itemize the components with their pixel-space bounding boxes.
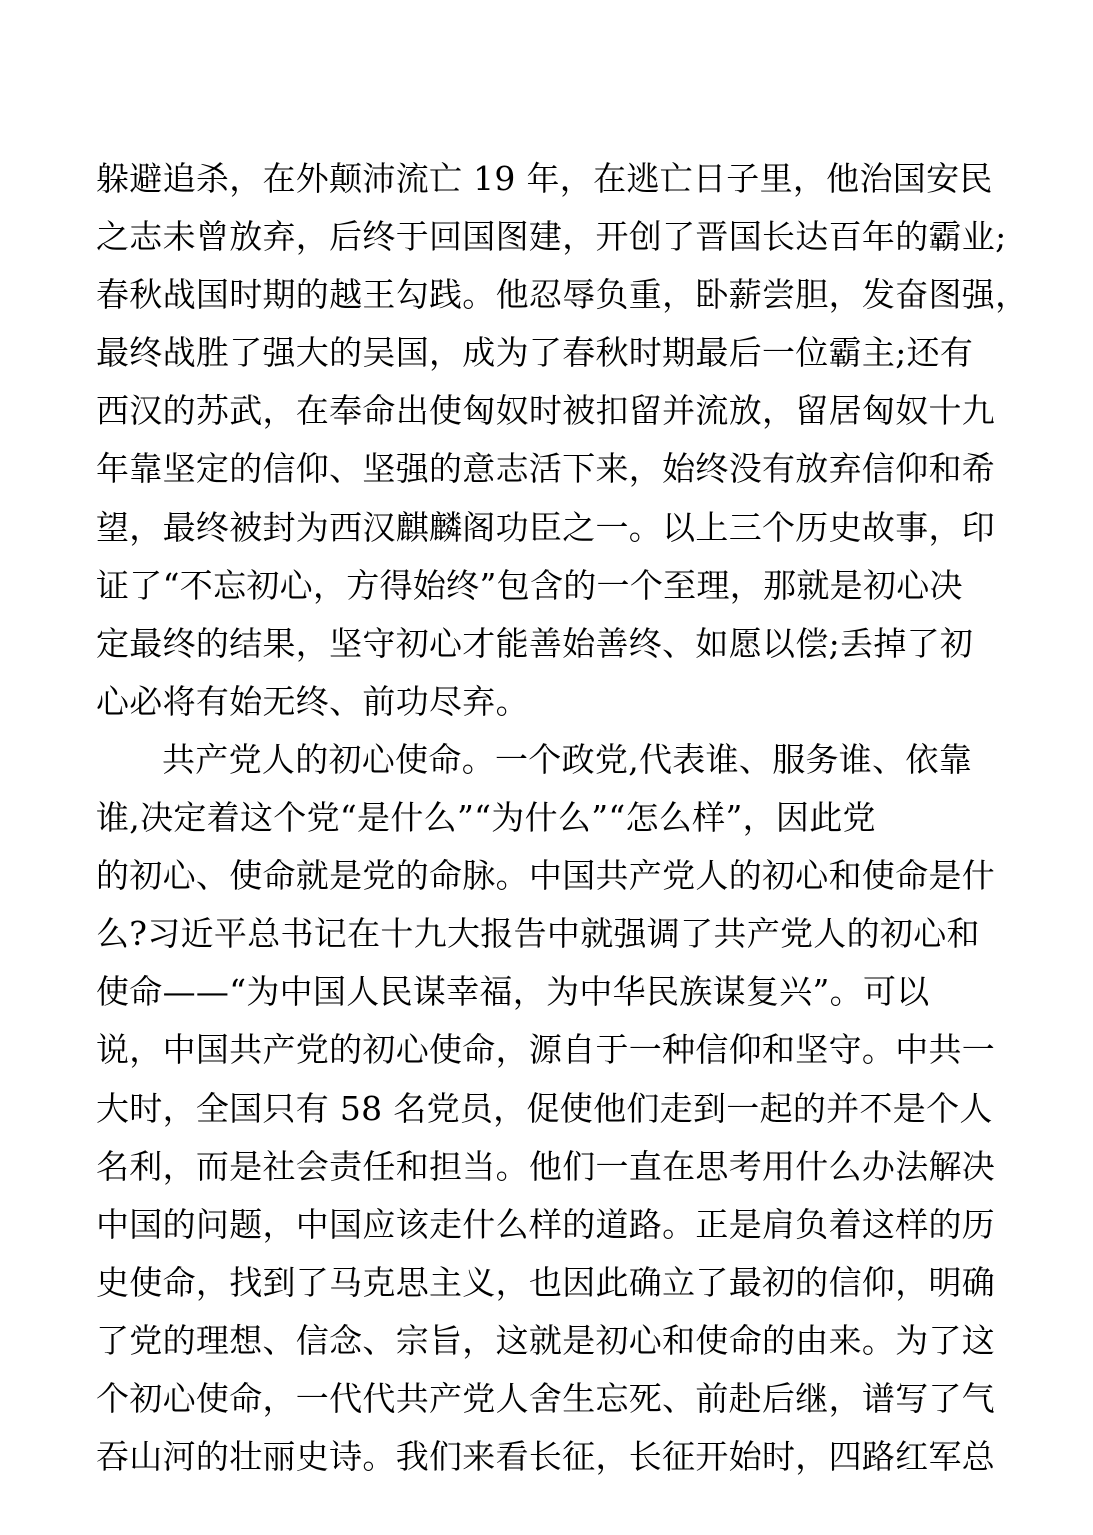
text-line: 春秋战国时期的越王勾践。他忍辱负重，卧薪尝胆，发奋图强，: [96, 275, 1029, 315]
text-line: 年靠坚定的信仰、坚强的意志活下来，始终没有放弃信仰和希: [96, 449, 996, 489]
text-line: 之志未曾放弃，后终于回国图建，开创了晋国长达百年的霸业;: [96, 217, 1007, 257]
text-line: 谁,决定着这个党“是什么”“为什么”“怎么样”，因此党: [96, 798, 876, 838]
text-line: 最终战胜了强大的吴国，成为了春秋时期最后一位霸主;还有: [96, 333, 974, 373]
text-line: 的初心、使命就是党的命脉。中国共产党人的初心和使命是什: [96, 856, 996, 896]
text-line: 个初心使命，一代代共产党人舍生忘死、前赴后继，谱写了气: [96, 1378, 996, 1418]
text-line: 心必将有始无终、前功尽弃。: [96, 681, 529, 721]
text-line: 定最终的结果，坚守初心才能善始善终、如愿以偿;丢掉了初: [96, 623, 974, 663]
text-line: 大时，全国只有 58 名党员，促使他们走到一起的并不是个人: [96, 1088, 993, 1128]
body-text: [96, 150, 1036, 1486]
text-line: 躲避追杀，在外颠沛流亡 19 年，在逃亡日子里，他治国安民: [96, 159, 993, 198]
text-line-indented: 共产党人的初心使命。一个政党,代表谁、服务谁、依靠: [162, 739, 972, 779]
text-line: 么?习近平总书记在十九大报告中就强调了共产党人的初心和: [96, 914, 980, 954]
text-line: 史使命，找到了马克思主义，也因此确立了最初的信仰，明确: [96, 1262, 996, 1302]
paragraph-1: [96, 150, 1036, 731]
text-line: 西汉的苏武，在奉命出使匈奴时被扣留并流放，留居匈奴十九: [96, 391, 996, 431]
text-line: 使命——“为中国人民谋幸福，为中华民族谋复兴”。可以: [96, 972, 930, 1012]
text-line: 说，中国共产党的初心使命，源自于一种信仰和坚守。中共一: [96, 1030, 996, 1070]
text-line: 中国的问题，中国应该走什么样的道路。正是肩负着这样的历: [96, 1204, 996, 1244]
paragraph-2: [96, 731, 1036, 1486]
text-line: 证了“不忘初心，方得始终”包含的一个至理，那就是初心决: [96, 565, 963, 605]
text-line: 名利，而是社会责任和担当。他们一直在思考用什么办法解决: [96, 1146, 996, 1186]
text-line: 吞山河的壮丽史诗。我们来看长征，长征开始时，四路红军总: [96, 1437, 996, 1477]
text-line: 望，最终被封为西汉麒麟阁功臣之一。以上三个历史故事，印: [96, 507, 996, 547]
text-line: 了党的理想、信念、宗旨，这就是初心和使命的由来。为了这: [96, 1320, 996, 1360]
